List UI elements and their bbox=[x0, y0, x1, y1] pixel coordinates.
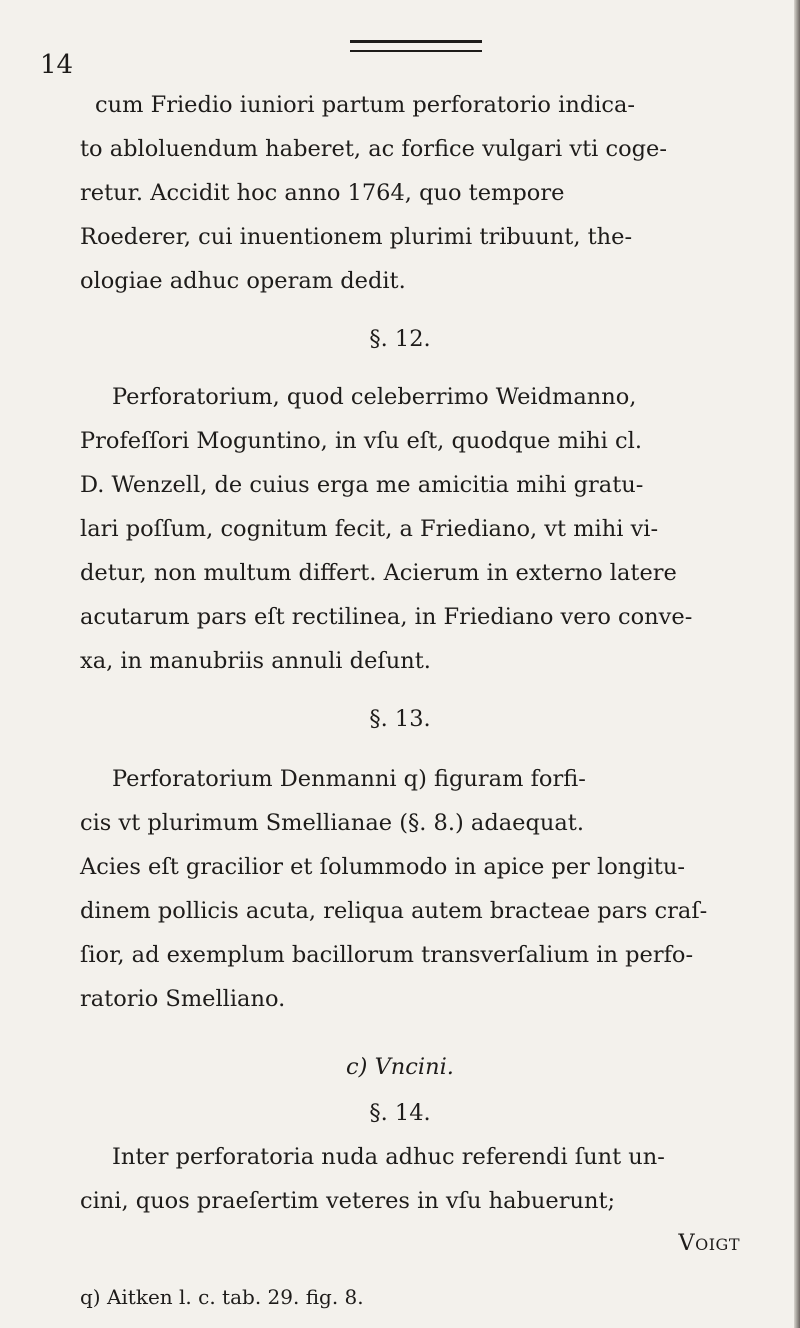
text-line: Inter perforatoria nuda adhuc referendi ſunt un- bbox=[112, 1144, 665, 1170]
text-line: acutarum pars eſt rectilinea, in Friediano vero conve- bbox=[80, 604, 693, 630]
text-line: xa, in manubriis annuli deſunt. bbox=[80, 648, 431, 674]
text-line: Perforatorium, quod celeberrimo Weidmanno, bbox=[112, 384, 637, 410]
page-edge-shadow bbox=[794, 0, 800, 1328]
text-line: ſior, ad exemplum bacillorum transverſalium in perfo- bbox=[80, 942, 694, 968]
text-line: ratorio Smelliano. bbox=[80, 986, 286, 1012]
header-rule bbox=[350, 40, 482, 43]
text-line: dinem pollicis acuta, reliqua autem bracteae pars craſ- bbox=[80, 898, 708, 924]
text-line: ologiae adhuc operam dedit. bbox=[80, 268, 406, 294]
footnote: q) Aitken l. c. tab. 29. fig. 8. bbox=[80, 1285, 364, 1309]
text-line: Perforatorium Denmanni q) figuram forfi- bbox=[112, 766, 586, 792]
text-line: lari poſſum, cognitum fecit, a Friediano, vt mihi vi- bbox=[80, 516, 659, 542]
text-line: Profeſſori Moguntino, in vſu eſt, quodque mihi cl. bbox=[80, 428, 642, 454]
header-rule-thin bbox=[350, 50, 482, 52]
text-line: cini, quos praeſertim veteres in vſu habuerunt; bbox=[80, 1188, 616, 1214]
page-number: 14 bbox=[40, 50, 74, 80]
section-heading: §. 12. bbox=[369, 326, 431, 352]
text-line: D. Wenzell, de cuius erga me amicitia mihi gratu- bbox=[80, 472, 644, 498]
text-line: cum Friedio iuniori partum perforatorio indica- bbox=[95, 92, 636, 118]
text-line: Roederer, cui inuentionem plurimi tribuunt, the- bbox=[80, 224, 633, 250]
catchword: Voigt bbox=[678, 1230, 740, 1256]
text-line: to abloluendum haberet, ac forfice vulgari vti coge- bbox=[80, 136, 667, 162]
text-line: cis vt plurimum Smellianae (§. 8.) adaequat. bbox=[80, 810, 584, 836]
subsection-heading: c) Vncini. bbox=[346, 1054, 454, 1080]
section-heading: §. 14. bbox=[369, 1100, 431, 1126]
text-line: Acies eſt gracilior et ſolummodo in apice per longitu- bbox=[80, 854, 686, 880]
section-heading: §. 13. bbox=[369, 706, 431, 732]
text-line: retur. Accidit hoc anno 1764, quo tempore bbox=[80, 180, 565, 206]
text-line: detur, non multum differt. Acierum in externo latere bbox=[80, 560, 677, 586]
